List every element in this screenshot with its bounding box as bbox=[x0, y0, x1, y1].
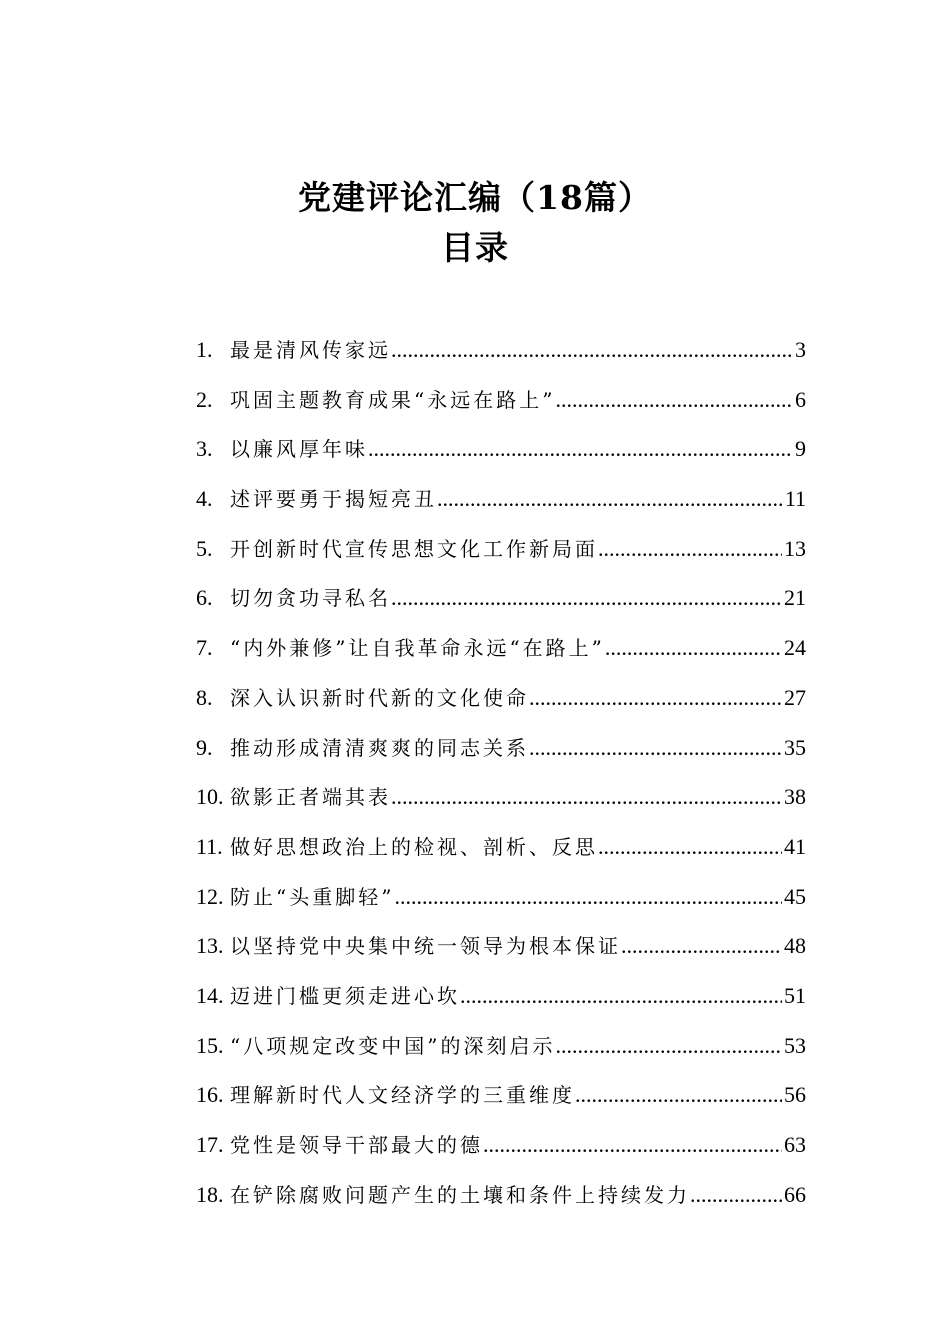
toc-entry[interactable] bbox=[196, 429, 806, 479]
toc-entry-page: 35 bbox=[784, 734, 806, 760]
toc-entry[interactable] bbox=[196, 1125, 806, 1175]
toc-entry-page: 9 bbox=[795, 436, 806, 462]
toc-dot-leader bbox=[368, 429, 793, 469]
toc-dot-leader bbox=[529, 728, 782, 768]
toc-dot-leader bbox=[460, 976, 782, 1016]
toc-dot-leader bbox=[621, 926, 782, 966]
toc-entry-page: 38 bbox=[784, 784, 806, 810]
toc-entry[interactable] bbox=[196, 628, 806, 678]
toc-entry-title: 迈进门槛更须走进心坎 bbox=[230, 983, 460, 1008]
toc-entry[interactable] bbox=[196, 1075, 806, 1125]
toc-entry-title: 党性是领导干部最大的德 bbox=[230, 1133, 483, 1157]
toc-entry-title: 述评要勇于揭短亮丑 bbox=[230, 487, 437, 512]
toc-entry-title: “内外兼修”让自我革命永远“在路上” bbox=[230, 636, 605, 661]
toc-entry-number: 10. bbox=[196, 784, 224, 810]
toc-entry-title: 开创新时代宣传思想文化工作新局面 bbox=[230, 536, 598, 561]
toc-entry-title: 切勿贪功寻私名 bbox=[230, 586, 391, 611]
toc-entry-title: 深入认识新时代新的文化使命 bbox=[230, 685, 529, 710]
toc-dot-leader bbox=[555, 380, 793, 420]
document-title: 党建评论汇编（18篇） bbox=[298, 178, 652, 217]
toc-entry-number: 16. bbox=[196, 1082, 224, 1108]
toc-entry[interactable] bbox=[196, 926, 806, 976]
toc-entry-number: 8. bbox=[196, 684, 213, 710]
toc-entry-page: 3 bbox=[795, 337, 806, 362]
toc-entry-number: 5. bbox=[196, 535, 213, 561]
toc-dot-leader bbox=[575, 1075, 782, 1115]
toc-entry-title: 在铲除腐败问题产生的土壤和条件上持续发力 bbox=[230, 1182, 690, 1207]
toc-dot-leader bbox=[391, 330, 793, 370]
toc-entry-number: 18. bbox=[196, 1181, 224, 1207]
toc-entry-page: 13 bbox=[784, 535, 806, 561]
toc-entry[interactable] bbox=[196, 678, 806, 728]
toc-entry-page: 21 bbox=[784, 585, 806, 611]
toc-entry[interactable] bbox=[196, 728, 806, 778]
toc-entry[interactable] bbox=[196, 827, 806, 877]
toc-entry-page: 56 bbox=[784, 1082, 806, 1108]
toc-entry-number: 1. bbox=[196, 337, 213, 362]
toc-entry-title: 以坚持党中央集中统一领导为根本保证 bbox=[230, 934, 621, 959]
toc-entry-title: 欲影正者端其表 bbox=[230, 785, 391, 810]
toc-entry-number: 13. bbox=[196, 933, 224, 959]
toc-dot-leader bbox=[555, 1026, 782, 1066]
toc-entry[interactable] bbox=[196, 877, 806, 927]
toc-dot-leader bbox=[529, 678, 782, 718]
toc-dot-leader bbox=[391, 578, 782, 618]
toc-entry[interactable] bbox=[196, 777, 806, 827]
toc-entry-number: 4. bbox=[196, 486, 213, 512]
toc-entry-title: 理解新时代人文经济学的三重维度 bbox=[230, 1083, 575, 1108]
toc-entry[interactable] bbox=[196, 529, 806, 579]
toc-dot-leader bbox=[598, 827, 782, 867]
toc-entry-title: “八项规定改变中国”的深刻启示 bbox=[230, 1033, 556, 1058]
toc-heading: 目录 bbox=[441, 228, 509, 267]
toc-entry-title: 最是清风传家远 bbox=[230, 338, 391, 362]
toc-entry-number: 9. bbox=[196, 734, 213, 760]
toc-entry-page: 45 bbox=[784, 883, 806, 909]
toc-entry-page: 53 bbox=[784, 1032, 806, 1058]
toc-entry[interactable] bbox=[196, 330, 806, 380]
toc-entry-number: 2. bbox=[196, 386, 213, 412]
toc-entry-page: 24 bbox=[784, 635, 806, 661]
toc-entry-number: 15. bbox=[196, 1032, 224, 1058]
toc-entry-page: 66 bbox=[784, 1181, 806, 1207]
toc-entry-page: 51 bbox=[784, 982, 806, 1008]
toc-entry-page: 48 bbox=[784, 933, 806, 959]
toc-entry-number: 6. bbox=[196, 585, 213, 611]
toc-entry[interactable] bbox=[196, 578, 806, 628]
toc-dot-leader bbox=[690, 1175, 782, 1215]
toc-entry-number: 3. bbox=[196, 436, 213, 462]
toc-entry-number: 14. bbox=[196, 982, 224, 1008]
toc-entry-title: 以廉风厚年味 bbox=[230, 437, 368, 462]
toc-entry-title: 巩固主题教育成果“永远在路上” bbox=[230, 387, 556, 412]
toc-entry-number: 7. bbox=[196, 635, 213, 661]
toc-entry-page: 6 bbox=[795, 386, 806, 412]
toc-entry-title: 防止“头重脚轻” bbox=[230, 884, 395, 909]
toc-entry-page: 11 bbox=[784, 486, 806, 512]
toc-entry-page: 27 bbox=[784, 684, 806, 710]
table-of-contents bbox=[196, 330, 806, 1224]
toc-dot-leader bbox=[394, 877, 782, 917]
toc-dot-leader bbox=[391, 777, 782, 817]
toc-entry-title: 推动形成清清爽爽的同志关系 bbox=[230, 735, 529, 760]
toc-dot-leader bbox=[483, 1125, 782, 1165]
toc-entry-page: 63 bbox=[784, 1132, 806, 1157]
toc-entry-page: 41 bbox=[784, 833, 806, 859]
toc-entry-title: 做好思想政治上的检视、剖析、反思 bbox=[230, 834, 598, 859]
toc-entry[interactable] bbox=[196, 1175, 806, 1225]
toc-entry-number: 12. bbox=[196, 883, 224, 909]
toc-entry[interactable] bbox=[196, 479, 806, 529]
toc-dot-leader bbox=[605, 628, 782, 668]
toc-entry-number: 17. bbox=[196, 1132, 224, 1157]
toc-dot-leader bbox=[598, 529, 782, 569]
toc-entry[interactable] bbox=[196, 976, 806, 1026]
toc-entry[interactable] bbox=[196, 1026, 806, 1076]
toc-dot-leader bbox=[437, 479, 783, 519]
toc-entry-number: 11. bbox=[196, 833, 223, 859]
toc-entry[interactable] bbox=[196, 380, 806, 430]
